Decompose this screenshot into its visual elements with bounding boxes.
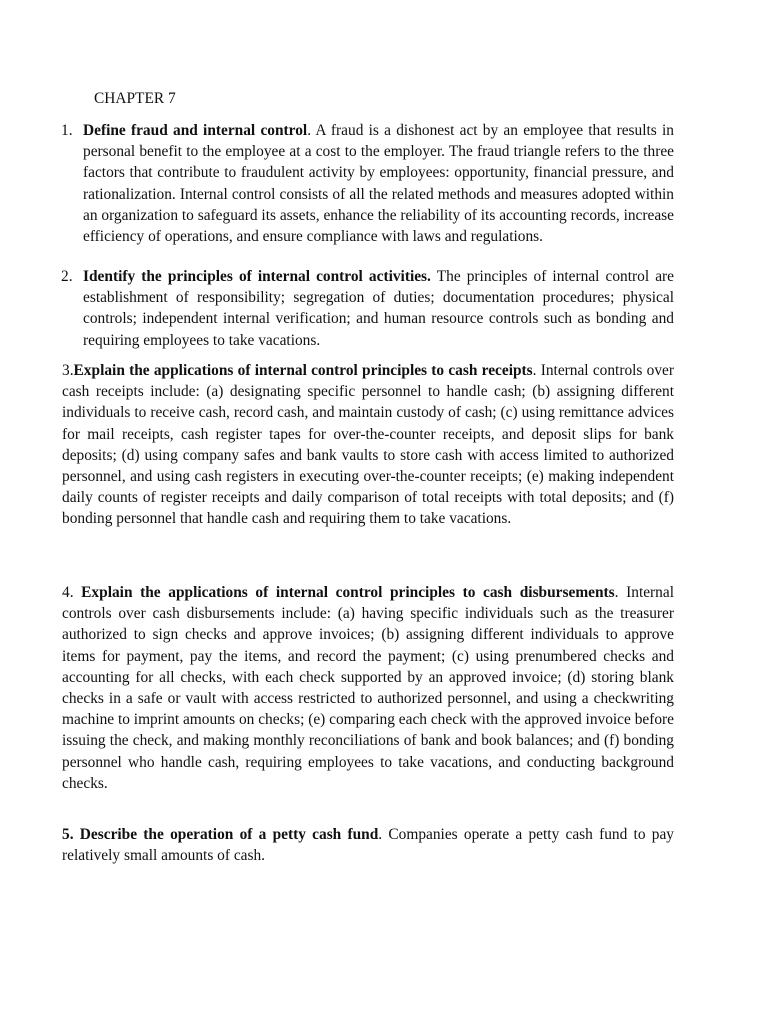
item-body: . Internal controls over cash disbursements include: (a) having specific individuals such as the treasurer authorized to sign checks and approve invoices; (b) assigning different individuals to approve items for payment, pay the items, and record the payment; (c) using prenumbered checks and accounting for all checks, with each check supported by an approved invoice; (d) storing blank checks in a safe or vault with access restricted to authorized personnel, and using a checkwriting machine to imprint amounts on checks; (e) comparing each check with the approved invoice before issuing the check, and making monthly reconciliations of bank and book balances; and (f) bonding personnel who handle cash, requiring employees to take vacations, and conducting background checks. <box>62 584 674 792</box>
item-body: . Internal controls over cash receipts include: (a) designating specific personnel to handle cash; (b) assigning different individuals to receive cash, record cash, and maintain custody of cash; (c) using remittance advices for mail receipts, cash register tapes for over-the-counter receipts, and deposit slips for bank deposits; (d) using company safes and bank vaults to store cash with access limited to authorized personnel, and using cash registers in executing over-the-counter receipts; (e) making independent daily counts of register receipts and daily comparison of total receipts with total deposits; and (f) bonding personnel that handle cash and requiring them to take vacations. <box>62 362 674 528</box>
item-body: The principles of internal control are establishment of responsibility; segregation of duties; documentation procedures; physical controls; independent internal verification; and human resource controls such as bonding and requiring employees to take vacations. <box>83 268 675 349</box>
learning-objective-2 <box>61 266 675 351</box>
item-body: . Companies operate a petty cash fund to pay relatively small amounts of cash. <box>62 826 674 865</box>
item-body: . A fraud is a dishonest act by an employee that results in personal benefit to the employee at a cost to the employer. The fraud triangle refers to the three factors that contribute to fraudulent activity by employees: opportunity, financial pressure, and rationalization. Internal control consists of all the related methods and measures adopted within an organization to safeguard its assets, enhance the reliability of its accounting records, increase efficiency of operations, and ensure compliance with laws and regulations. <box>83 122 674 246</box>
learning-objective-4 <box>62 582 674 794</box>
item-number: 2. <box>61 268 73 285</box>
learning-objective-1 <box>61 120 674 247</box>
item-heading: Describe the operation of a petty cash fund <box>79 826 379 843</box>
item-heading: Define fraud and internal control <box>83 122 308 139</box>
item-number: 4. <box>62 584 74 601</box>
item-number: 5. <box>62 826 74 843</box>
item-heading: Identify the principles of internal control activities. <box>83 268 431 285</box>
chapter-title: CHAPTER 7 <box>94 90 176 107</box>
item-heading: Explain the applications of internal control principles to cash receipts <box>73 362 533 379</box>
item-number: 3. <box>62 362 74 379</box>
item-heading: Explain the applications of internal control principles to cash disbursements <box>81 584 615 601</box>
learning-objective-3 <box>62 360 674 530</box>
learning-objective-5 <box>62 824 674 866</box>
item-number: 1. <box>61 122 73 139</box>
